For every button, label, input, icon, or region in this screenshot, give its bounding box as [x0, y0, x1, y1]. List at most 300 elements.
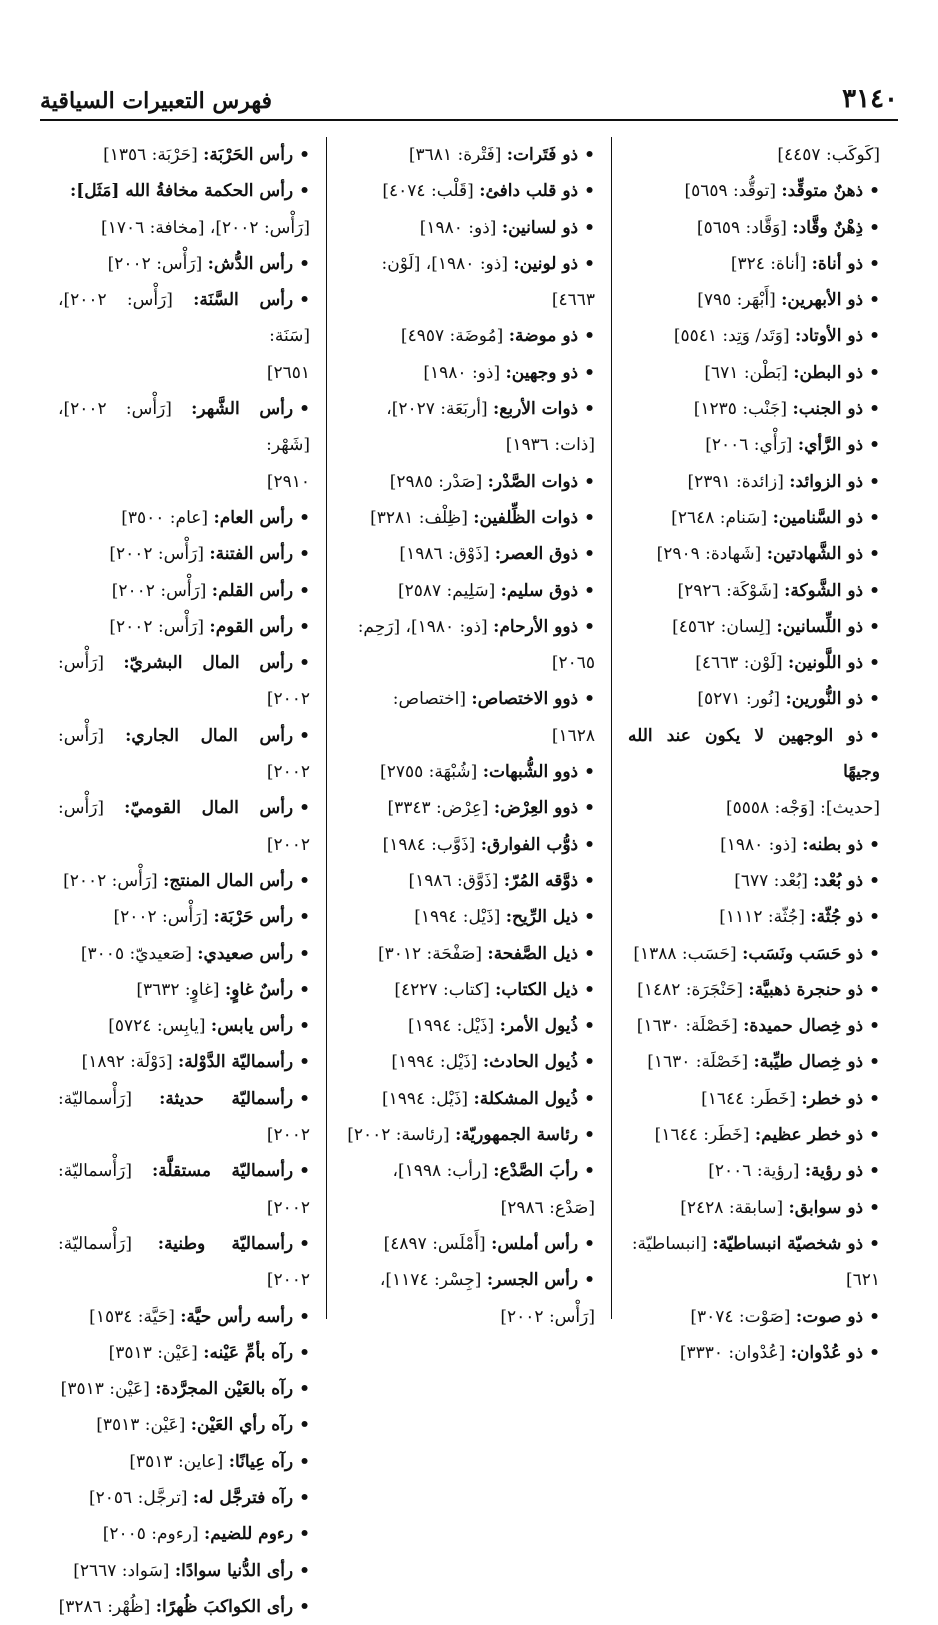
entry-bullet: • — [299, 290, 311, 311]
entry-reference: [خَطَر: ١٦٤٤] — [654, 1125, 750, 1146]
entry-reference: [عاين: ٣٥١٣] — [129, 1451, 224, 1472]
entry-expression: ذو خِصال حميدة: — [743, 1016, 864, 1037]
index-entry — [58, 1335, 310, 1371]
entry-bullet: • — [584, 834, 595, 855]
entry-reference: [رَأْس: ٢٠٠٢] — [107, 253, 203, 274]
index-entry — [343, 464, 595, 500]
entry-bullet: • — [584, 1233, 595, 1254]
entry-reference: [ذَوْق: ١٩٨٦] — [399, 544, 490, 565]
entry-expression: ذُيول المشكلة: — [473, 1088, 579, 1109]
entry-expression: رأس العام: — [213, 507, 294, 528]
entry-expression: ذو الوجهين لا يكون عند الله وجيهًا — [628, 725, 880, 783]
entry-reference: [خَطَر: ١٦٤٤] — [701, 1088, 796, 1109]
entry-reference: [عام: ٣٥٠٠] — [121, 507, 209, 528]
entry-bullet: • — [299, 399, 310, 420]
entry-expression: ذوو العِرْض: — [493, 798, 579, 819]
entry-expression: ذو النُّورين: — [785, 689, 864, 710]
index-entry — [58, 1589, 310, 1625]
entry-reference: [ذو: ١٩٨٠]، [لَوْن: — [381, 253, 508, 274]
index-entry — [628, 282, 880, 318]
entry-bullet: • — [869, 1197, 880, 1218]
entry-expression: ذوق سليم: — [500, 580, 579, 601]
entry-expression: رأسماليّة الدَّوْلة: — [177, 1052, 294, 1073]
index-entry — [58, 718, 310, 791]
entry-expression: رأس المال المنتج: — [163, 870, 294, 891]
entry-reference: ٤٦٦٣] — [551, 290, 595, 311]
entry-reference: [صَدْر: ٢٩٨٥] — [389, 471, 483, 492]
entry-expression: رأس الفتنة: — [209, 544, 294, 565]
entry-expression: ذو الرَّأي: — [797, 435, 864, 456]
entry-bullet: • — [584, 1088, 595, 1109]
entry-reference: [ظُهْر: ٣٢٨٦] — [58, 1596, 151, 1617]
index-entry — [58, 246, 310, 282]
entry-bullet: • — [299, 907, 310, 928]
index-entry — [58, 1516, 310, 1552]
entry-expression: رآه فترجَّل له: — [192, 1487, 294, 1508]
entry-expression: رأسماليّة مستقلَّة: — [151, 1161, 294, 1182]
entry-reference: ٢٦٥١] — [266, 362, 310, 383]
entry-expression: ذو فَتَرات: — [506, 145, 579, 165]
entry-reference: [جُثّة: ١١١٢] — [719, 907, 805, 928]
entry-reference: [صَوْت: ٣٠٧٤] — [690, 1306, 791, 1327]
entry-bullet: • — [299, 1088, 310, 1109]
index-entry — [628, 645, 880, 681]
entry-bullet: • — [584, 1125, 595, 1146]
entry-bullet: • — [584, 253, 595, 274]
entry-bullet: • — [869, 834, 880, 855]
entry-expression: رأى الدُّنيا سوادًا: — [174, 1560, 294, 1581]
index-entry — [343, 1226, 595, 1262]
index-entry — [58, 609, 310, 645]
entry-expression: ذوَّقه المُرّ: — [503, 870, 579, 891]
entry-reference: [عِرْض: ٣٣٤٣] — [387, 798, 489, 819]
entry-reference: [شَوْكَة: ٢٩٢٦] — [677, 580, 779, 601]
entry-bullet: • — [869, 290, 880, 311]
entry-expression: ذو عُدْوان: — [790, 1342, 864, 1363]
entry-bullet: • — [584, 217, 595, 238]
entry-reference: [ذو: ١٩٨٠]، [رَحِم: — [357, 616, 488, 637]
entry-reference: [رؤية: ٢٠٠٦] — [708, 1161, 800, 1182]
entry-expression: ذو حنجرة ذهبيَّة: — [748, 979, 864, 1000]
entry-bullet: • — [869, 653, 880, 674]
entry-reference: [ذو: ١٩٨٠] — [423, 362, 501, 383]
entry-reference: [رَأْسماليّة: ٢٠٠٢] — [58, 1161, 310, 1218]
entry-reference: [مُوضَة: ٤٩٥٧] — [400, 326, 504, 347]
index-entry — [343, 681, 595, 717]
index-entry — [58, 972, 310, 1008]
entry-bullet: • — [299, 1524, 310, 1545]
index-column-left — [42, 137, 327, 1617]
entry-expression: ذوو الشُّبهات: — [482, 762, 579, 783]
entry-expression: رئاسة الجمهوريّة: — [455, 1125, 579, 1146]
entry-reference: [ظِلْف: ٣٢٨١] — [370, 507, 468, 528]
index-entry — [628, 355, 880, 391]
entry-reference: [ذَوَّب: ١٩٨٤] — [382, 834, 476, 855]
entry-bullet: • — [869, 507, 880, 528]
index-entry — [58, 1553, 310, 1589]
entry-reference: [رَأْس: ٢٠٠٢] — [113, 907, 209, 928]
entry-expression: رأس الحَرْبَة: — [203, 145, 294, 165]
entry-reference: [نُور: ٥٢٧١] — [697, 689, 781, 710]
index-entry — [343, 137, 595, 173]
entry-reference: [رئاسة: ٢٠٠٢] — [347, 1125, 450, 1146]
entry-expression: ذوو الاختصاص: — [471, 689, 579, 710]
entry-expression: رآه بأمِّ عَيْنه: — [203, 1342, 294, 1363]
entry-reference: [عَيْن: ٣٥١٣] — [108, 1342, 198, 1363]
index-entry — [628, 1299, 880, 1335]
entry-bullet: • — [869, 544, 880, 565]
entry-expression: رأس الدُّش: — [207, 253, 294, 274]
index-entry — [628, 1190, 880, 1226]
entry-bullet: • — [869, 181, 880, 202]
entry-reference: [ذَيْل: ١٩٩٤] — [408, 1016, 495, 1037]
entry-reference: [حَيَّة: ١٥٣٤] — [89, 1306, 175, 1327]
index-entry — [343, 972, 595, 1008]
entry-bullet: • — [584, 979, 595, 1000]
entry-expression: ذو البطن: — [793, 362, 864, 383]
entry-expression: ذو خِصال طيِّبة: — [753, 1052, 864, 1073]
entry-expression: رآه رأي العَيْن: — [190, 1415, 294, 1436]
entry-bullet: • — [299, 253, 310, 274]
entry-expression: رأس يابس: — [210, 1016, 294, 1037]
entry-expression: ذوُّب الفوارق: — [480, 834, 579, 855]
entry-reference: [رَأْسماليّة: ٢٠٠٢] — [58, 1088, 310, 1146]
entry-reference: [جَنْب: ١٢٣٥] — [693, 399, 788, 420]
index-entry — [343, 1117, 595, 1153]
entry-reference: [رَأْس: ٢٠٠٢]، [مخافة: ١٧٠٦] — [101, 217, 310, 238]
entry-reference: [بَطْن: ٦٧١] — [704, 362, 788, 383]
index-entry — [628, 137, 880, 173]
entry-expression: ذو الأبهرين: — [781, 290, 864, 311]
index-entry — [628, 790, 880, 826]
index-entry — [58, 1153, 310, 1226]
entry-bullet: • — [584, 1270, 595, 1291]
entry-expression: ذوات الصَّدْر: — [487, 471, 579, 492]
index-entry — [343, 1008, 595, 1044]
entry-bullet: • — [584, 362, 595, 383]
entry-expression: ذوات الأربع: — [493, 399, 579, 420]
page-number: ٣١٤٠ — [842, 84, 898, 114]
index-entry — [343, 790, 595, 826]
index-entry — [628, 899, 880, 935]
entry-expression: ذو قلب دافئ: — [479, 181, 579, 202]
index-entry — [628, 1262, 880, 1298]
index-entry — [343, 1081, 595, 1117]
entry-expression: ذو اللِّسانين: — [776, 616, 864, 637]
index-entry — [343, 1299, 595, 1335]
entry-reference: [رَأْس: ٢٠٠٢]، [سَنَة: — [58, 290, 310, 347]
index-entry — [628, 318, 880, 354]
index-entry — [58, 1480, 310, 1516]
entry-bullet: • — [869, 907, 880, 928]
entry-bullet: • — [869, 580, 880, 601]
entry-expression: ذو بطنه: — [802, 834, 864, 855]
entry-reference: ١٦٢٨] — [551, 725, 595, 746]
entry-expression: ذو خطر: — [801, 1088, 864, 1109]
index-entry — [628, 1008, 880, 1044]
entry-bullet: • — [869, 1306, 880, 1327]
index-entry — [58, 790, 310, 863]
index-entry — [343, 210, 595, 246]
entry-reference: [ذو: ١٩٨٠] — [720, 834, 797, 855]
entry-bullet: • — [299, 1560, 310, 1581]
entry-bullet: • — [869, 616, 880, 637]
index-entry — [628, 1226, 880, 1262]
entry-bullet: • — [299, 725, 311, 746]
entry-bullet: • — [584, 1161, 595, 1182]
index-title: فهرس التعبيرات السياقية — [40, 88, 273, 114]
index-entry — [58, 936, 310, 972]
entry-reference: ٢٩١٠] — [266, 471, 310, 492]
entry-expression: ذو موضة: — [508, 326, 579, 347]
index-entry — [343, 173, 595, 209]
entry-expression: رأس المال القوميّ: — [124, 798, 294, 819]
index-entry — [58, 355, 310, 391]
entry-expression: رأس صعيدي: — [197, 943, 294, 964]
entry-reference: [ذَيْل: ١٩٩٤] — [414, 907, 501, 928]
entry-reference: [ذَيْل: ١٩٩٤] — [381, 1088, 469, 1109]
entry-bullet: • — [299, 544, 310, 565]
index-entry — [343, 1190, 595, 1226]
entry-bullet: • — [299, 653, 310, 674]
index-entry — [343, 899, 595, 935]
index-entry — [628, 573, 880, 609]
entry-expression: ذو حَسَب ونَسَب: — [742, 943, 864, 964]
entry-reference: [أَبْهَر: ٧٩٥] — [697, 290, 776, 311]
entry-reference: [رَأْس: ٢٠٠٢] — [111, 580, 207, 601]
entry-expression: ذو الشَّوكة: — [784, 580, 864, 601]
entry-bullet: • — [299, 943, 310, 964]
index-entry — [628, 1335, 880, 1371]
index-entry — [343, 645, 595, 681]
entry-bullet: • — [584, 471, 595, 492]
entry-bullet: • — [584, 907, 595, 928]
index-entry — [58, 1371, 310, 1407]
entry-reference: [أَمْلَس: ٤٨٩٧] — [383, 1233, 486, 1254]
entry-expression: ذو رؤية: — [804, 1161, 864, 1182]
entry-reference: [ذَوَّق: ١٩٨٦] — [408, 870, 499, 891]
index-column-right — [612, 137, 896, 1363]
entry-bullet: • — [584, 399, 595, 420]
entry-bullet: • — [299, 1052, 310, 1073]
entry-bullet: • — [869, 1125, 880, 1146]
entry-bullet: • — [584, 1016, 595, 1037]
entry-bullet: • — [869, 1016, 880, 1037]
entry-reference: [رَأْس: ٢٠٠٢] — [58, 798, 310, 855]
entry-reference: [توقُّد: ٥٦٥٩] — [684, 181, 776, 202]
entry-reference: [اختصاص: — [392, 689, 466, 710]
entry-expression: رأسه رأس حيَّة: — [180, 1306, 294, 1327]
index-entry — [58, 1407, 310, 1443]
entry-expression: ذو الزوائد: — [789, 471, 864, 492]
index-entry — [343, 391, 595, 427]
index-entry — [58, 1008, 310, 1044]
entry-bullet: • — [299, 1161, 311, 1182]
entry-expression: ذو اللَّونين: — [788, 653, 864, 674]
index-entry — [58, 536, 310, 572]
header-rule — [40, 119, 898, 121]
entry-bullet: • — [584, 870, 595, 891]
index-entry — [58, 863, 310, 899]
entry-expression: ذوق العصر: — [494, 544, 579, 565]
index-entry — [58, 1226, 310, 1299]
index-entry — [628, 246, 880, 282]
entry-bullet: • — [299, 1596, 310, 1617]
entry-reference: [ذات: ١٩٣٦] — [505, 435, 595, 456]
entry-expression: ذيل الكتاب: — [495, 979, 579, 1000]
index-entry — [628, 1044, 880, 1080]
entry-reference: [سَواد: ٢٦٦٧] — [73, 1560, 170, 1581]
entry-bullet: • — [299, 1233, 311, 1254]
entry-expression: رأسٌ غاوٍ: — [224, 979, 294, 1000]
index-entry — [58, 573, 310, 609]
entry-expression: ذيل الصَّفحة: — [487, 943, 579, 964]
index-entry — [58, 210, 310, 246]
index-entry — [628, 681, 880, 717]
entry-bullet: • — [299, 979, 310, 1000]
index-entry — [58, 1081, 310, 1154]
index-entry — [628, 500, 880, 536]
entry-expression: ذو خطر عظيم: — [754, 1125, 864, 1146]
entry-bullet: • — [299, 1306, 310, 1327]
entry-bullet: • — [299, 145, 310, 165]
entry-expression: رأسماليّة وطنية: — [157, 1233, 294, 1254]
entry-expression: رأس الشَّهر: — [191, 399, 294, 420]
entry-bullet: • — [869, 1088, 880, 1109]
entry-reference: [أربَعَة: ٢٠٢٧]، — [386, 399, 488, 420]
index-entry — [628, 1081, 880, 1117]
index-entry — [628, 827, 880, 863]
entry-expression: ذو لونين: — [513, 253, 579, 274]
index-entry — [343, 827, 595, 863]
entry-bullet: • — [869, 1052, 880, 1073]
entry-expression: ذو صوت: — [795, 1306, 864, 1327]
entry-bullet: • — [299, 616, 310, 637]
entry-reference: [ذَيْل: ١٩٩٤] — [391, 1052, 478, 1073]
entry-bullet: • — [299, 1342, 310, 1363]
entry-reference: [رَأْس: ٢٠٠٢] — [63, 870, 158, 891]
entry-bullet: • — [869, 326, 880, 347]
entry-reference: [صَعيديّ: ٣٠٠٥] — [80, 943, 192, 964]
entry-reference: [فَتْرة: ٣٦٨١] — [408, 145, 502, 165]
entry-bullet: • — [869, 1342, 880, 1363]
index-entry — [628, 936, 880, 972]
entry-bullet: • — [584, 1052, 595, 1073]
entry-reference: [عَيْن: ٣٥١٣] — [96, 1415, 186, 1436]
entry-bullet: • — [869, 1233, 880, 1254]
entry-expression: رأس القوم: — [209, 616, 294, 637]
entry-expression: ذو بُعْد: — [813, 870, 864, 891]
entry-expression: رأس الحكمة مخافةُ الله [مَثَل]: — [69, 181, 294, 202]
entry-bullet: • — [869, 435, 880, 456]
entry-reference: [رَأْسماليّة: ٢٠٠٢] — [58, 1233, 310, 1291]
index-entry — [58, 464, 310, 500]
entry-reference: [رَأْس: ٢٠٠٢] — [109, 616, 205, 637]
entry-reference: [قَلْب: ٤٠٧٤] — [382, 181, 474, 202]
entry-bullet: • — [584, 616, 595, 637]
index-entry — [58, 391, 310, 464]
entry-reference: [سابقة: ٢٤٢٨] — [680, 1197, 784, 1218]
entry-reference: [لَوْن: ٤٦٦٣] — [695, 653, 783, 674]
index-entry — [343, 863, 595, 899]
index-entry — [628, 718, 880, 791]
entry-bullet: • — [584, 580, 595, 601]
index-entry — [343, 355, 595, 391]
entry-reference: [خَصْلَة: ١٦٣٠] — [636, 1016, 738, 1037]
entry-bullet: • — [299, 1016, 310, 1037]
entry-reference: [صَدْع: ٢٩٨٦] — [500, 1197, 595, 1218]
index-entry — [58, 645, 310, 718]
entry-reference: [حديث]: [وَجْه: ٥٥٥٨] — [725, 798, 880, 819]
entry-reference: [وَقَّاد: ٥٦٥٩] — [696, 217, 787, 238]
entry-reference: [كَوكَب: ٤٤٥٧] — [777, 145, 880, 165]
index-entry — [343, 282, 595, 318]
index-entry — [343, 1153, 595, 1189]
entry-reference: [ذو: ١٩٨٠] — [419, 217, 497, 238]
index-entry — [58, 282, 310, 355]
entry-reference: [صَفْحَة: ٣٠١٢] — [377, 943, 483, 964]
entry-expression: ذو وجهين: — [505, 362, 579, 383]
entry-expression: ذو السَّنامين: — [772, 507, 864, 528]
entry-expression: رءوم للضيم: — [203, 1524, 294, 1545]
entry-expression: رأس الجسر: — [486, 1270, 579, 1291]
index-entry — [628, 536, 880, 572]
entry-bullet: • — [584, 943, 595, 964]
entry-expression: ذُيول الحادث: — [482, 1052, 579, 1073]
index-entry — [343, 936, 595, 972]
index-entry — [628, 1153, 880, 1189]
entry-reference: [لِسان: ٤٥٦٢] — [672, 616, 772, 637]
entry-bullet: • — [869, 217, 880, 238]
entry-expression: ذوو الأرحام: — [493, 616, 579, 637]
entry-reference: ٢٠٦٥] — [551, 653, 595, 674]
entry-expression: رأس القلم: — [211, 580, 294, 601]
entry-reference: [انبساطيّة: — [631, 1233, 707, 1254]
entry-bullet: • — [584, 145, 595, 165]
entry-reference: [رءوم: ٢٠٠٥] — [102, 1524, 199, 1545]
entry-reference: [يابِس: ٥٧٢٤] — [108, 1016, 206, 1037]
entry-expression: ذو جُثّة: — [810, 907, 864, 928]
entry-reference: [كتاب: ٤٢٢٧] — [394, 979, 490, 1000]
entry-reference: [رَأْس: ٢٠٠٢]، [شَهْر: — [58, 399, 310, 456]
index-entry — [58, 173, 310, 209]
entry-bullet: • — [869, 689, 880, 710]
index-entry — [343, 427, 595, 463]
entry-expression: رأس المال البشريّ: — [123, 653, 294, 674]
entry-bullet: • — [869, 253, 880, 274]
entry-reference: [وَتَد/ وَتِد: ٥٥٤١] — [673, 326, 790, 347]
index-entry — [58, 899, 310, 935]
entry-reference: [جِسْر: ١١٧٤]، — [379, 1270, 482, 1291]
entry-expression: ذو الجنب: — [792, 399, 864, 420]
entry-expression: رأس أملس: — [491, 1233, 579, 1254]
entry-bullet: • — [869, 725, 880, 746]
entry-expression: ذو شخصيّة انبساطيّة: — [712, 1233, 864, 1254]
entry-bullet: • — [584, 326, 595, 347]
index-entry — [343, 536, 595, 572]
index-entry — [343, 609, 595, 645]
entry-reference: [خَصْلَة: ١٦٣٠] — [647, 1052, 749, 1073]
entry-reference: [دَوْلَة: ١٨٩٢] — [81, 1052, 173, 1073]
entry-bullet: • — [869, 979, 880, 1000]
entry-bullet: • — [584, 507, 595, 528]
entry-expression: ذو لسانين: — [501, 217, 579, 238]
index-entry — [343, 318, 595, 354]
entry-reference: [غاوٍ: ٣٦٣٢] — [136, 979, 220, 1000]
entry-bullet: • — [584, 762, 595, 783]
entry-expression: رأبَ الصَّدْع: — [493, 1161, 579, 1182]
entry-bullet: • — [869, 870, 880, 891]
